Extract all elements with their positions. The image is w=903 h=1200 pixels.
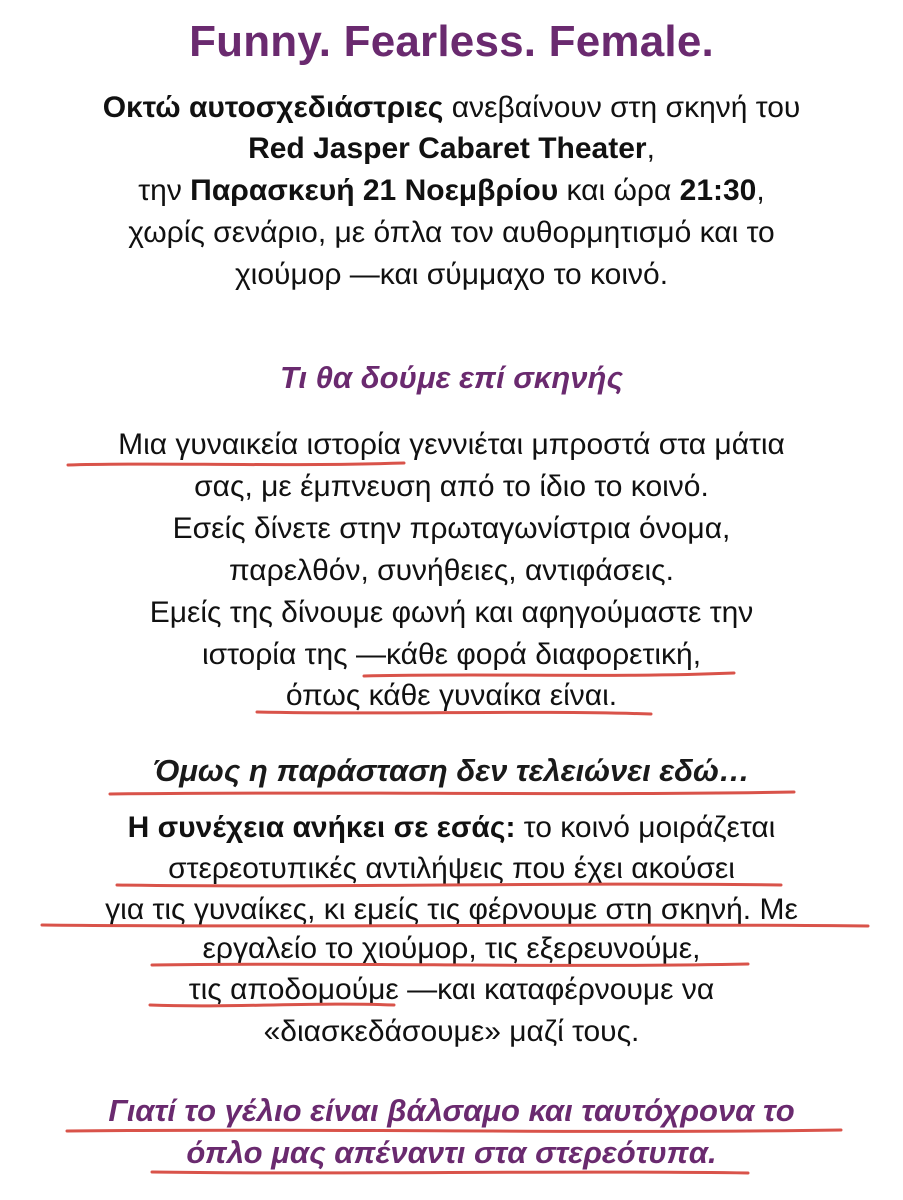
intro-line-3-c: , [756, 174, 765, 207]
intro-line-2 [0, 129, 903, 169]
underline-mark [66, 457, 406, 471]
section1-line-1: Μια γυναικεία ιστορία γεννιέται μπροστά στα μάτια [118, 428, 785, 461]
underline-mark [65, 1124, 843, 1138]
section2-line-1-text: το κοινό μοιράζεται [515, 811, 776, 844]
closing-line-1: Γιατί το γέλιο είναι βάλσαμο και ταυτόχρονα το [108, 1093, 795, 1128]
underline-mark [148, 998, 396, 1012]
underline-mark [150, 1166, 750, 1180]
underline-mark [362, 668, 736, 682]
section-heading-continuation: Όμως η παράσταση δεν τελειώνει εδώ… [153, 753, 750, 788]
event-time: 21:30 [679, 174, 757, 207]
section2-line-6: «διασκεδάσουμε» μαζί τους. [263, 1015, 640, 1048]
section2-line-3: για τις γυναίκες, κι εμείς τις φέρνουμε στη σκηνή. Με [105, 893, 798, 926]
intro-line-3 [0, 171, 903, 211]
section1-line-7: όπως κάθε γυναίκα είναι. [285, 679, 618, 712]
intro-line-4: χωρίς σενάριο, με όπλα τον αυθορμητισμό και το [128, 216, 775, 249]
underline-mark [40, 919, 870, 933]
intro-performers: Οκτώ αυτοσχεδιάστριες [102, 91, 444, 124]
section-heading-on-stage: Τι θα δούμε επί σκηνής [280, 360, 623, 395]
section2-line-2: στερεοτυπικές αντιλήψεις που έχει ακούσει [168, 852, 735, 885]
intro-line-1-text: ανεβαίνουν στη σκηνή του [443, 91, 801, 124]
section2-line-1 [0, 808, 903, 848]
section2-line-5: τις αποδομούμε —και καταφέρνουμε να [188, 973, 715, 1006]
section2-line-4: εργαλείο το χιούμορ, τις εξερευνούμε, [202, 932, 701, 965]
poster-title: Funny. Fearless. Female. [189, 17, 714, 66]
intro-line-3-b: και ώρα [558, 174, 680, 207]
underline-mark [115, 878, 783, 892]
section1-line-2: σας, με έμπνευση από το ίδιο το κοινό. [194, 470, 709, 503]
intro-line-2-text: , [646, 132, 655, 165]
venue-name: Red Jasper Cabaret Theater [248, 132, 647, 165]
section1-line-3: Εσείς δίνετε στην πρωταγωνίστρια όνομα, [172, 512, 731, 545]
intro-line-1 [0, 88, 903, 128]
event-date: Παρασκευή 21 Νοεμβρίου [190, 174, 559, 207]
closing-line-2: όπλο μας απέναντι στα στερεότυπα. [186, 1135, 717, 1170]
underline-mark [150, 958, 750, 972]
section1-line-6: ιστορία της —κάθε φορά διαφορετική, [201, 638, 702, 671]
underline-mark [255, 706, 653, 720]
intro-line-3-a: την [138, 174, 191, 207]
section1-line-4: παρελθόν, συνήθειες, αντιφάσεις. [229, 554, 674, 587]
underline-mark [108, 786, 796, 800]
intro-line-5: χιούμορ —και σύμμαχο το κοινό. [234, 258, 669, 291]
section1-line-5: Εμείς της δίνουμε φωνή και αφηγούμαστε την [149, 596, 754, 629]
section2-lead: Η συνέχεια ανήκει σε εσάς: [127, 811, 516, 844]
